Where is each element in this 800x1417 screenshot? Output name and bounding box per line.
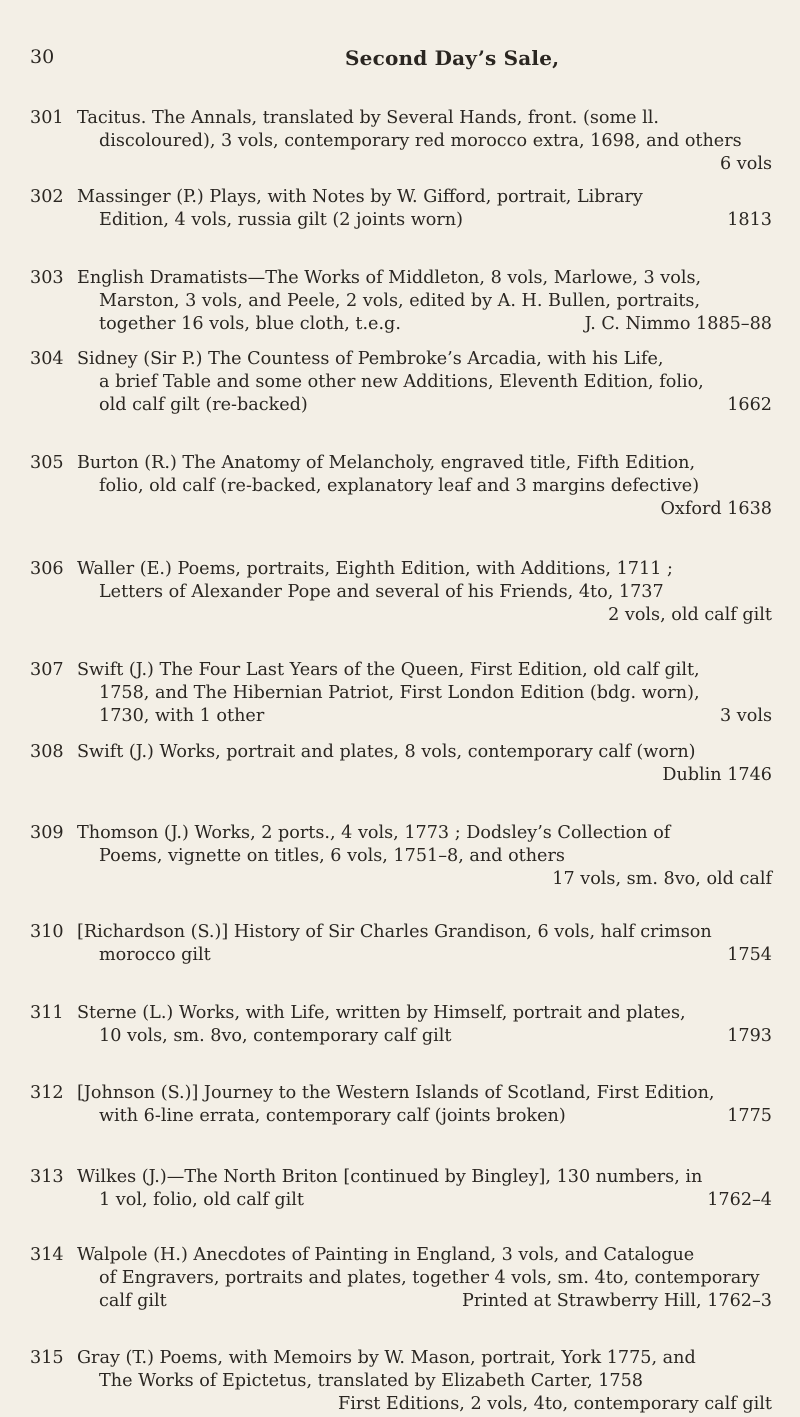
lot-volumes: 3 vols xyxy=(720,706,772,726)
lot-line xyxy=(77,705,772,728)
lot-line: Walpole (H.) Anecdotes of Painting in England, 3 vols, and Catalogue xyxy=(77,1245,695,1265)
lot-date: 1762–4 xyxy=(707,1190,772,1210)
lot-volumes: 2 vols, old calf gilt xyxy=(608,605,772,625)
lot-number: 314 xyxy=(30,1245,64,1265)
lot-volumes: 17 vols, sm. 8vo, old calf xyxy=(552,869,772,889)
lot-line xyxy=(77,944,772,967)
lot-description xyxy=(77,659,772,728)
lot-line: [Johnson (S.)] Journey to the Western Islands of Scotland, First Edition, xyxy=(77,1083,715,1103)
lot-number: 305 xyxy=(30,453,64,473)
lot-imprint: Oxford 1638 xyxy=(660,499,772,519)
lot-imprint: J. C. Nimmo 1885–88 xyxy=(584,314,772,334)
lot-308 xyxy=(30,741,772,822)
lot-description xyxy=(77,1002,772,1048)
lot-302 xyxy=(30,186,772,267)
lot-description xyxy=(77,267,772,336)
lot-imprint: Dublin 1746 xyxy=(662,765,772,785)
lot-number: 310 xyxy=(30,922,64,942)
lot-304 xyxy=(30,348,772,452)
lot-line-text: 1 vol, folio, old calf gilt xyxy=(99,1190,304,1210)
lot-line-text: old calf gilt (re-backed) xyxy=(99,395,308,415)
sale-title: Second Day’s Sale, xyxy=(345,46,560,70)
lot-line: [Richardson (S.)] History of Sir Charles Grandison, 6 vols, half crimson xyxy=(77,922,712,942)
lot-description xyxy=(77,452,772,521)
lot-number: 309 xyxy=(30,823,64,843)
lot-line: Sidney (Sir P.) The Countess of Pembroke’s Arcadia, with his Life, xyxy=(77,349,664,369)
lot-line-text: 1730, with 1 other xyxy=(99,706,265,726)
lot-line: Waller (E.) Poems, portraits, Eighth Edition, with Additions, 1711 ; xyxy=(77,559,673,579)
lot-volumes: First Editions, 2 vols, 4to, contemporary calf gilt xyxy=(337,1394,772,1414)
lot-line-text: morocco gilt xyxy=(99,945,211,965)
lot-line-text: Edition, 4 vols, russia gilt (2 joints worn) xyxy=(99,210,463,230)
lot-line-text: with 6-line errata, contemporary calf (joints broken) xyxy=(99,1106,566,1126)
lot-line: Sterne (L.) Works, with Life, written by Himself, portrait and plates, xyxy=(77,1003,686,1023)
page-header xyxy=(30,46,760,76)
lot-number: 306 xyxy=(30,559,64,579)
lot-date: 1754 xyxy=(727,945,772,965)
lot-line: Thomson (J.) Works, 2 ports., 4 vols, 1773 ; Dodsley’s Collection of xyxy=(77,823,671,843)
lot-volumes: 6 vols xyxy=(720,154,772,174)
lot-number: 308 xyxy=(30,742,64,762)
lot-line: The Works of Epictetus, translated by Elizabeth Carter, 1758 xyxy=(99,1371,644,1391)
lot-line: Wilkes (J.)—The North Briton [continued by Bingley], 130 numbers, in xyxy=(77,1167,703,1187)
lot-description xyxy=(77,1347,772,1416)
lot-date: 1775 xyxy=(727,1106,772,1126)
lot-line: Burton (R.) The Anatomy of Melancholy, engraved title, Fifth Edition, xyxy=(77,453,696,473)
lot-line xyxy=(77,1189,772,1212)
lot-line: folio, old calf (re-backed, explanatory leaf and 3 margins defective) xyxy=(99,476,700,496)
lot-line: Massinger (P.) Plays, with Notes by W. Gifford, portrait, Library xyxy=(77,187,643,207)
lot-description xyxy=(77,558,772,627)
lot-312 xyxy=(30,1082,772,1166)
lot-line-text: 10 vols, sm. 8vo, contemporary calf gilt xyxy=(99,1026,452,1046)
lot-description xyxy=(77,921,772,967)
lot-306 xyxy=(30,558,772,659)
lot-301 xyxy=(30,107,772,186)
lot-number: 302 xyxy=(30,187,64,207)
lot-description xyxy=(77,1082,772,1128)
lot-description xyxy=(77,348,772,417)
lot-date: 1662 xyxy=(727,395,772,415)
lot-305 xyxy=(30,452,772,558)
lot-line: Swift (J.) Works, portrait and plates, 8 vols, contemporary calf (worn) xyxy=(77,742,696,762)
lot-date: 1793 xyxy=(727,1026,772,1046)
lot-line xyxy=(77,1025,772,1048)
lot-line: Letters of Alexander Pope and several of his Friends, 4to, 1737 xyxy=(99,582,664,602)
lot-description xyxy=(77,1244,772,1313)
lot-line: Swift (J.) The Four Last Years of the Queen, First Edition, old calf gilt, xyxy=(77,660,700,680)
lot-description xyxy=(77,822,772,891)
lot-line: of Engravers, portraits and plates, together 4 vols, sm. 4to, contemporary xyxy=(99,1268,760,1288)
lot-description xyxy=(77,741,772,787)
lot-number: 307 xyxy=(30,660,64,680)
lot-list xyxy=(30,107,772,1417)
lot-line: English Dramatists—The Works of Middleton, 8 vols, Marlowe, 3 vols, xyxy=(77,268,702,288)
lot-313 xyxy=(30,1166,772,1244)
lot-line: Poems, vignette on titles, 6 vols, 1751–8, and others xyxy=(99,846,565,866)
lot-line xyxy=(77,1105,772,1128)
lot-line: Tacitus. The Annals, translated by Several Hands, front. (some ll. xyxy=(77,108,659,128)
lot-description xyxy=(77,1166,772,1212)
lot-description xyxy=(77,186,772,232)
lot-number: 303 xyxy=(30,268,64,288)
lot-line-text: calf gilt xyxy=(99,1291,167,1311)
lot-315 xyxy=(30,1347,772,1417)
page-number: 30 xyxy=(30,46,55,68)
lot-303 xyxy=(30,267,772,348)
lot-number: 304 xyxy=(30,349,64,369)
lot-307 xyxy=(30,659,772,741)
lot-line: Gray (T.) Poems, with Memoirs by W. Mason, portrait, York 1775, and xyxy=(77,1348,696,1368)
lot-description xyxy=(77,107,772,176)
lot-number: 315 xyxy=(30,1348,64,1368)
lot-310 xyxy=(30,921,772,1002)
lot-line: 1758, and The Hibernian Patriot, First London Edition (bdg. worn), xyxy=(99,683,700,703)
lot-line xyxy=(77,394,772,417)
lot-314 xyxy=(30,1244,772,1347)
lot-number: 313 xyxy=(30,1167,64,1187)
lot-line: Marston, 3 vols, and Peele, 2 vols, edited by A. H. Bullen, portraits, xyxy=(99,291,701,311)
lot-line xyxy=(77,1290,772,1313)
lot-line xyxy=(77,313,772,336)
lot-number: 311 xyxy=(30,1003,64,1023)
lot-309 xyxy=(30,822,772,921)
lot-line: a brief Table and some other new Additions, Eleventh Edition, folio, xyxy=(99,372,704,392)
lot-line xyxy=(77,209,772,232)
lot-imprint: Printed at Strawberry Hill, 1762–3 xyxy=(462,1291,772,1311)
lot-line-text: together 16 vols, blue cloth, t.e.g. xyxy=(99,314,401,334)
lot-311 xyxy=(30,1002,772,1082)
lot-number: 301 xyxy=(30,108,64,128)
lot-number: 312 xyxy=(30,1083,64,1103)
lot-date: 1813 xyxy=(727,210,772,230)
lot-line: discoloured), 3 vols, contemporary red morocco extra, 1698, and others xyxy=(99,131,742,151)
